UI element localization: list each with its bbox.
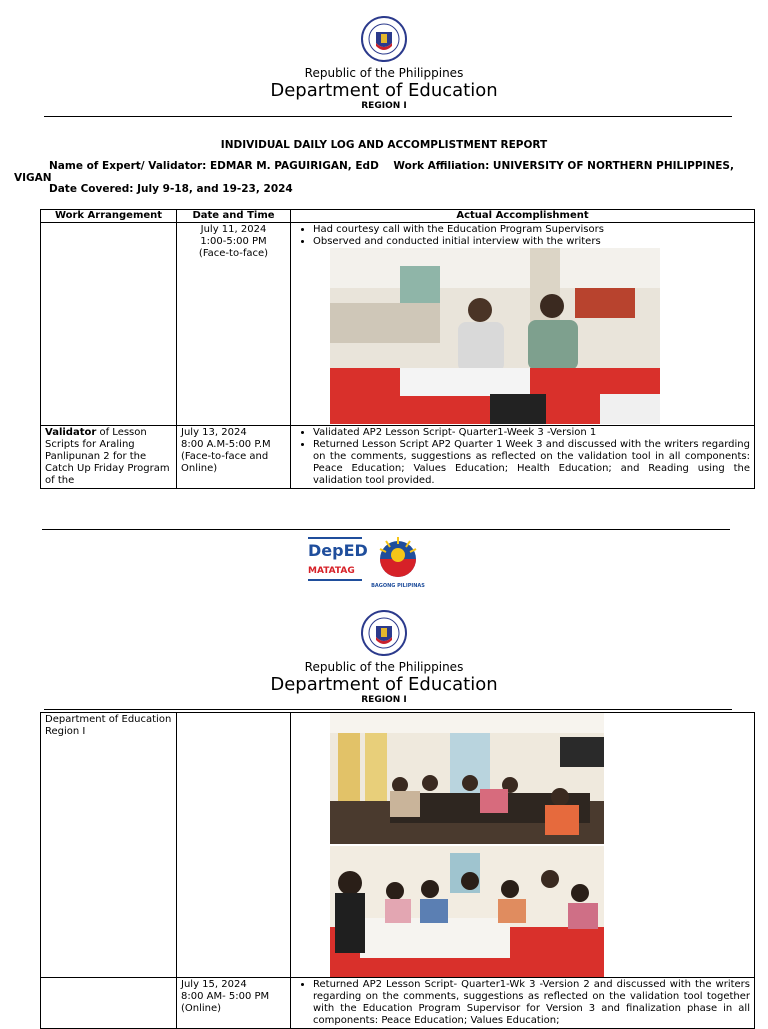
table-row xyxy=(41,713,755,978)
header-divider xyxy=(44,116,732,117)
mode-line: (Face-to-face and Online) xyxy=(181,451,269,474)
work-affiliation: Work Affiliation: UNIVERSITY OF NORTHERN PHILIPPINES, xyxy=(393,160,734,172)
report-title: INDIVIDUAL DAILY LOG AND ACCOMPLISTMENT REPORT xyxy=(220,139,548,151)
region-label: REGION I xyxy=(361,695,407,705)
bagong-pilipinas-text: BAGONG PILIPINAS xyxy=(371,583,425,589)
arrangement-cell xyxy=(41,978,177,1029)
courtesy-call-photo xyxy=(330,248,660,424)
log-table-page2 xyxy=(40,712,755,1029)
accomplishment-cell xyxy=(291,978,755,1029)
list-item: • Validated AP2 Lesson Script- Quarter1-Week 3 -Version 1 xyxy=(313,427,750,439)
log-table-page1 xyxy=(40,209,755,489)
date-cell xyxy=(177,223,291,426)
affiliation-cont: VIGAN xyxy=(14,172,52,184)
date-covered: Date Covered: July 9-18, and 19-23, 2024 xyxy=(49,183,293,195)
list-item: • Had courtesy call with the Education Program Supervisors xyxy=(313,224,750,236)
arrangement-cell xyxy=(41,223,177,426)
republic-text: Republic of the Philippines xyxy=(304,66,464,80)
accomplishment-cell xyxy=(291,713,755,978)
date-cell xyxy=(177,978,291,1029)
header-divider xyxy=(44,709,732,710)
arrangement-cell xyxy=(41,426,177,489)
list-item: • Returned Lesson Script AP2 Quarter 1 Week 3 and discussed with the writers regarding on the comments, suggestions as reflected on the validation tool in all components: Peace Education; Values Education; Health Education; and Reading using the validation tool provided. xyxy=(313,439,750,487)
matatag-wordmark: MATATAG xyxy=(308,566,355,576)
accomplishment-cell xyxy=(291,223,755,426)
region-label: REGION I xyxy=(361,101,407,111)
arrangement-cell: Department of Education Region I xyxy=(41,713,177,978)
mode-line: (Online) xyxy=(181,1003,222,1014)
col-header-date-time: Date and Time xyxy=(177,210,291,223)
table-row xyxy=(41,978,755,1029)
list-item: • Observed and conducted initial interview with the writers xyxy=(313,236,750,248)
department-title: Department of Education xyxy=(270,80,498,101)
table-row xyxy=(41,223,755,426)
col-header-accomplishment: Actual Accomplishment xyxy=(291,210,755,223)
expert-line xyxy=(49,160,734,172)
time-line: 8:00 A.M-5:00 P.M xyxy=(181,439,271,450)
list-item: • Returned AP2 Lesson Script- Quarter1-Wk 3 -Version 2 and discussed with the writers regarding on the comments, suggestions as reflected on the validation tool together with the Education Program Supervisor for Version 3 and finalization phase in all components: Peace Education; Values Education; xyxy=(313,979,750,1027)
validation-meeting-photos xyxy=(330,713,604,977)
deped-seal-icon xyxy=(361,610,407,656)
time-line: 8:00 AM- 5:00 PM xyxy=(181,991,270,1002)
date-line: July 11, 2024 xyxy=(200,224,267,235)
time-line: 1:00-5:00 PM xyxy=(200,236,267,247)
date-cell xyxy=(177,713,291,978)
table-row xyxy=(41,426,755,489)
bagong-pilipinas-emblem-icon xyxy=(370,535,426,579)
footer-divider xyxy=(42,529,730,530)
deped-seal-icon xyxy=(361,16,407,62)
date-cell xyxy=(177,426,291,489)
expert-name: Name of Expert/ Validator: EDMAR M. PAGUIRIGAN, EdD xyxy=(49,160,379,172)
validator-label: Validator xyxy=(45,427,97,438)
date-line: July 13, 2024 xyxy=(181,427,247,438)
republic-text: Republic of the Philippines xyxy=(304,660,464,674)
bagong-pilipinas-logo xyxy=(370,535,426,587)
table-header-row xyxy=(41,210,755,223)
mode-line: (Face-to-face) xyxy=(198,248,269,259)
date-line: July 15, 2024 xyxy=(181,979,247,990)
deped-matatag-logo xyxy=(308,537,368,585)
deped-wordmark: DepED xyxy=(308,541,368,560)
department-title: Department of Education xyxy=(270,674,498,695)
col-header-work-arrangement: Work Arrangement xyxy=(41,210,177,223)
accomplishment-cell xyxy=(291,426,755,489)
arrangement-text: of Lesson Scripts for Araling Panlipunan 2 for the Catch Up Friday Program of the xyxy=(45,427,170,486)
